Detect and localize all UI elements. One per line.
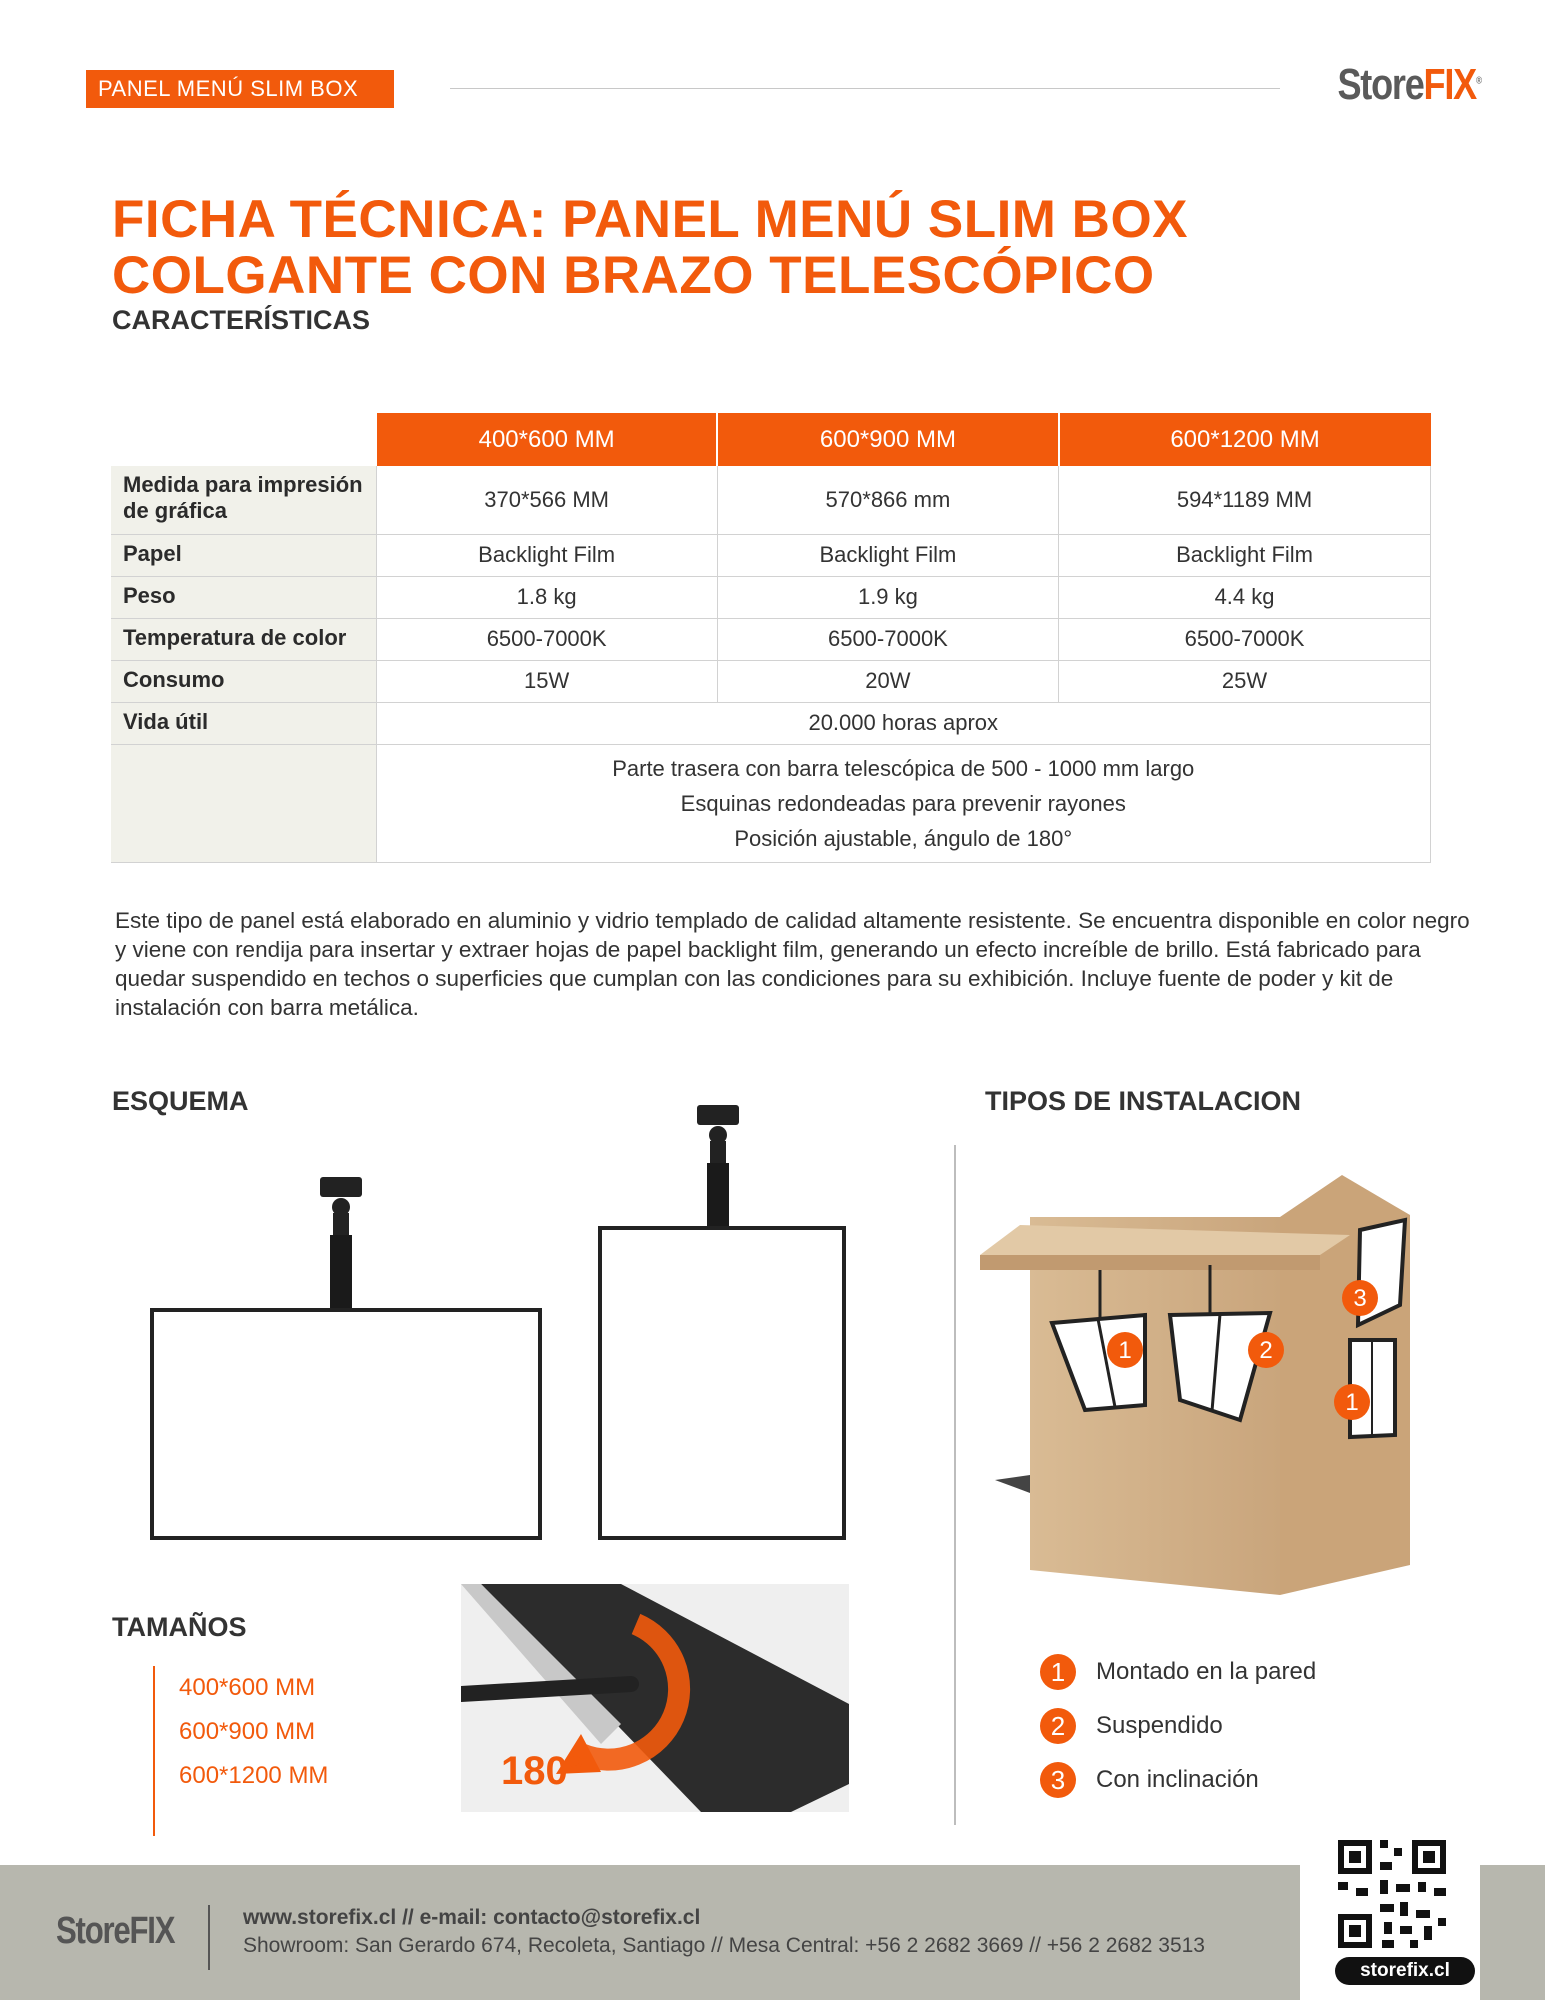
badge-label: 1 xyxy=(1345,1389,1359,1416)
table-cell: 1.8 kg xyxy=(376,576,717,618)
row-label: Consumo xyxy=(111,660,376,702)
legend-label: Con inclinación xyxy=(1096,1766,1259,1793)
row-label: Peso xyxy=(111,576,376,618)
installation-diagram xyxy=(980,1175,1410,1605)
badge-label: 3 xyxy=(1353,1285,1367,1312)
note-line: Posición ajustable, ángulo de 180° xyxy=(734,825,1073,851)
table-cell: 20.000 horas aprox xyxy=(376,702,1431,744)
size-item: 600*1200 MM xyxy=(179,1762,329,1789)
legend-item xyxy=(1040,1645,1316,1699)
row-label: Medida para impresión de gráfica xyxy=(111,466,376,534)
badge-label: 1 xyxy=(1118,1337,1132,1364)
page-title xyxy=(112,192,1412,304)
note-line: Parte trasera con barra telescópica de 500 - 1000 mm largo xyxy=(612,755,1195,781)
table-cell: 6500-7000K xyxy=(1059,618,1431,660)
table-cell: 20W xyxy=(717,660,1058,702)
footer-divider xyxy=(208,1905,210,1970)
table-corner xyxy=(111,413,376,466)
rotation-photo xyxy=(461,1584,849,1812)
size-item: 400*600 MM xyxy=(179,1674,316,1701)
table-cell: Backlight Film xyxy=(376,534,717,576)
legend-number: 3 xyxy=(1040,1762,1076,1798)
badge-label: 2 xyxy=(1259,1337,1273,1364)
panel-horizontal-illustration xyxy=(152,1177,540,1538)
column-header: 600*900 MM xyxy=(717,413,1058,466)
table-row xyxy=(111,702,1431,744)
table-cell: 570*866 mm xyxy=(717,466,1058,534)
table-row xyxy=(111,576,1431,618)
table-row xyxy=(111,466,1431,534)
angle-label: 180° xyxy=(501,1749,584,1793)
column-header: 600*1200 MM xyxy=(1059,413,1431,466)
note-line: Esquinas redondeadas para prevenir rayones xyxy=(680,790,1126,816)
legend-number: 1 xyxy=(1040,1654,1076,1690)
section-caracteristicas: CARACTERÍSTICAS xyxy=(112,305,371,335)
table-notes xyxy=(376,744,1431,862)
page-title-line1: FICHA TÉCNICA: PANEL MENÚ SLIM BOX xyxy=(112,190,1189,249)
legend-item xyxy=(1040,1753,1316,1807)
section-tamanos: TAMAÑOS xyxy=(112,1612,247,1642)
panel-vertical-illustration xyxy=(600,1105,844,1538)
legend-label: Montado en la pared xyxy=(1096,1658,1317,1685)
table-cell: Backlight Film xyxy=(717,534,1058,576)
row-label-empty xyxy=(111,744,376,862)
row-label: Temperatura de color xyxy=(111,618,376,660)
table-cell: 25W xyxy=(1059,660,1431,702)
schema-diagram xyxy=(140,1095,860,1545)
legend-item xyxy=(1040,1699,1316,1753)
badge xyxy=(1334,1384,1370,1420)
table-cell: 6500-7000K xyxy=(717,618,1058,660)
column-header: 400*600 MM xyxy=(376,413,717,466)
table-cell: 6500-7000K xyxy=(376,618,717,660)
table-cell: 4.4 kg xyxy=(1059,576,1431,618)
size-item: 600*900 MM xyxy=(179,1718,316,1745)
legend-label: Suspendido xyxy=(1096,1712,1223,1739)
badge xyxy=(1342,1280,1378,1316)
table-row xyxy=(111,660,1431,702)
table-cell: Backlight Film xyxy=(1059,534,1431,576)
table-cell: 1.9 kg xyxy=(717,576,1058,618)
table-row xyxy=(111,744,1431,862)
footer-address: Showroom: San Gerardo 674, Recoleta, Santiago // Mesa Central: +56 2 2682 3669 // +56 2 2682 3513 xyxy=(243,1934,1205,1957)
spec-table xyxy=(111,413,1431,863)
table-cell: 15W xyxy=(376,660,717,702)
badge xyxy=(1248,1332,1284,1368)
table-row xyxy=(111,534,1431,576)
brand-logo: StoreFIX® xyxy=(1337,60,1481,109)
header-divider xyxy=(450,88,1280,89)
row-label: Papel xyxy=(111,534,376,576)
qr-icon xyxy=(1300,1822,1480,1962)
footer-contact[interactable]: www.storefix.cl // e-mail: contacto@storefix.cl xyxy=(243,1906,701,1929)
table-cell: 594*1189 MM xyxy=(1059,466,1431,534)
qr-label[interactable]: storefix.cl xyxy=(1335,1957,1475,1985)
footer-brand: StoreFIX xyxy=(56,1910,175,1952)
installation-legend xyxy=(1040,1645,1316,1807)
table-row xyxy=(111,618,1431,660)
row-label: Vida útil xyxy=(111,702,376,744)
table-cell: 370*566 MM xyxy=(376,466,717,534)
header-tag: PANEL MENÚ SLIM BOX xyxy=(86,70,394,108)
section-esquema: ESQUEMA xyxy=(112,1086,249,1116)
description-paragraph: Este tipo de panel está elaborado en aluminio y vidrio templado de calidad altamente resistente. Se encuentra disponible en color negro y viene con rendija para insertar y extraer hojas de papel backlight film, generando un efecto increíble de brillo. Está fabricado para quedar suspendido en techos o superficies que cumplan con las condiciones para su exhibición. Incluye fuente de poder y kit de instalación con barra metálica. xyxy=(115,908,1470,1020)
legend-number: 2 xyxy=(1040,1708,1076,1744)
section-divider xyxy=(954,1145,956,1825)
page-title-line2: COLGANTE CON BRAZO TELESCÓPICO xyxy=(112,246,1155,305)
section-tipos-instalacion: TIPOS DE INSTALACION xyxy=(985,1086,1302,1116)
badge xyxy=(1107,1332,1143,1368)
sizes-list xyxy=(153,1666,359,1836)
